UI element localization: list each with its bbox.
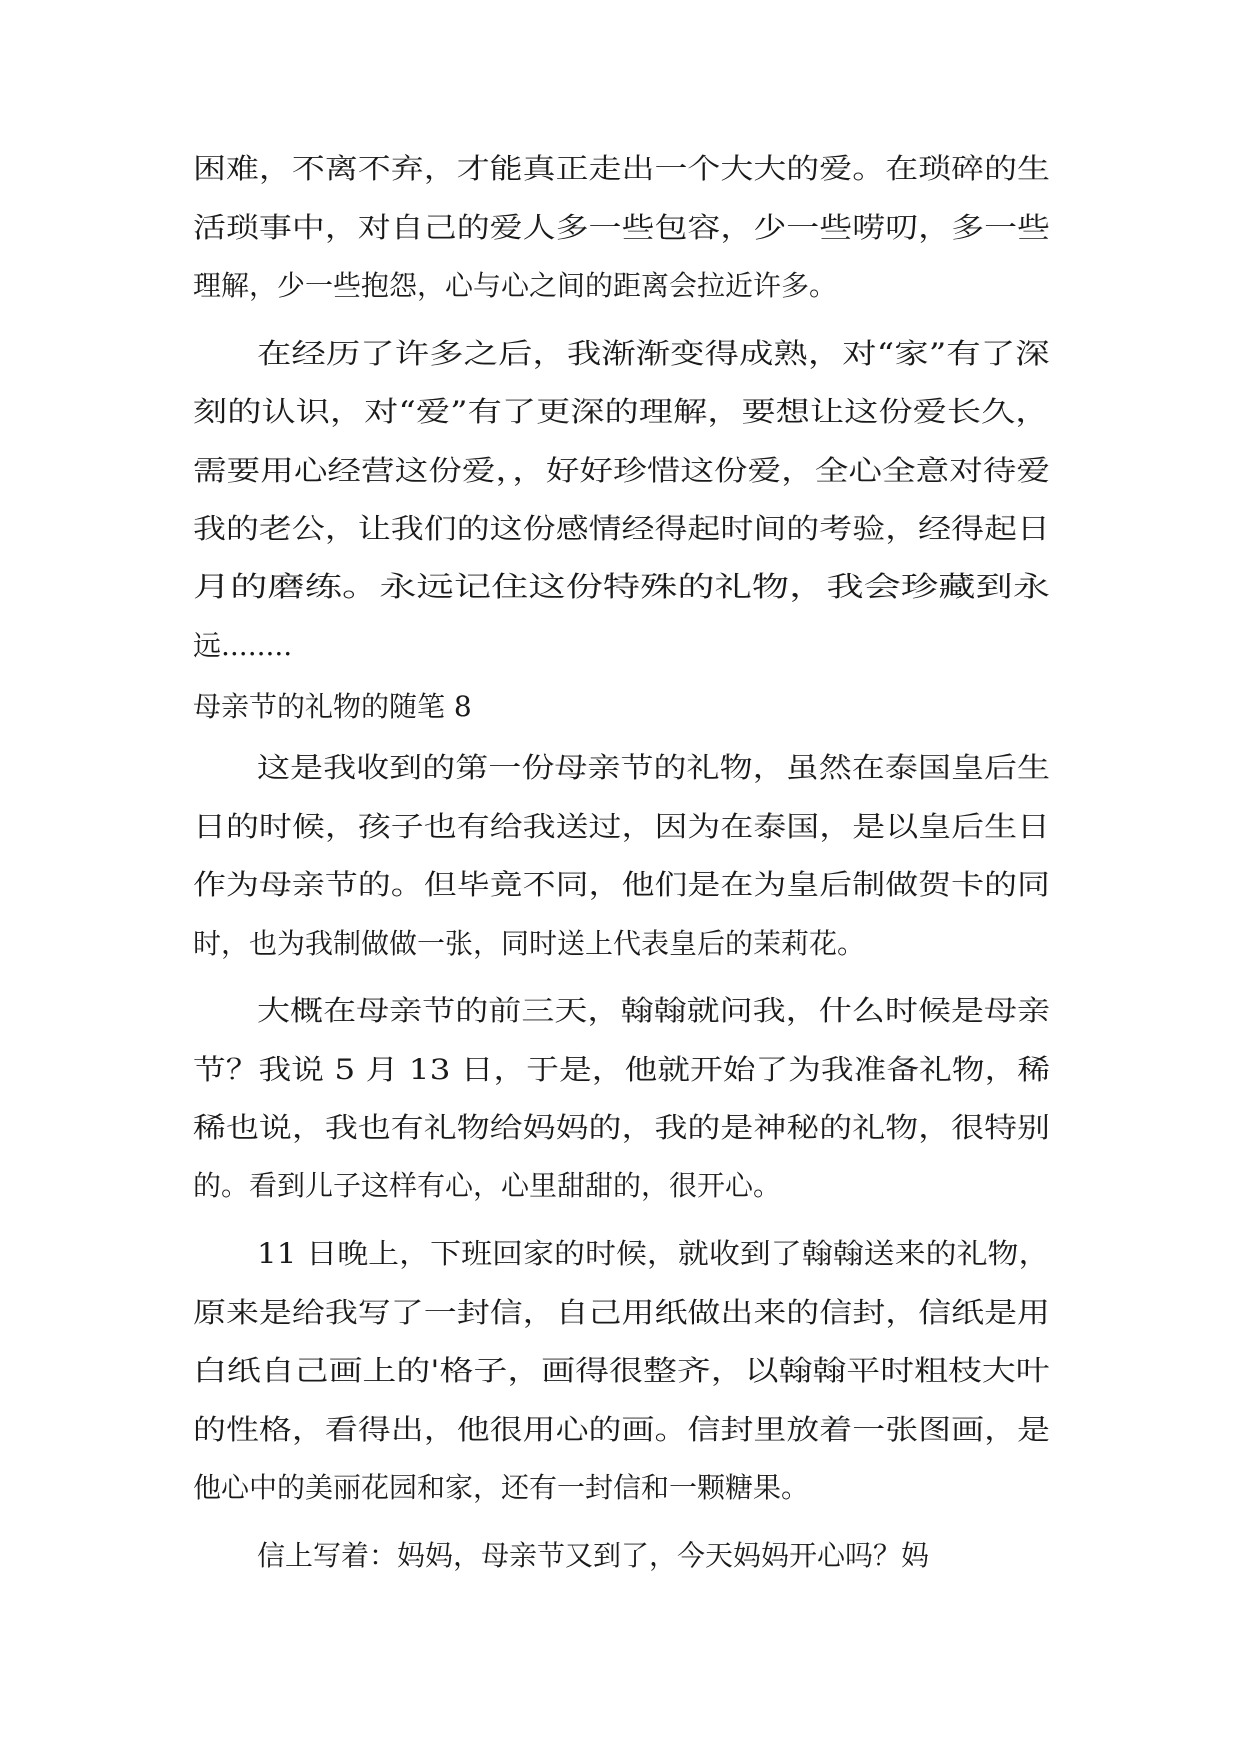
text-line: 我的老公，让我们的这份感情经得起时间的考验，经得起日 bbox=[193, 512, 1051, 545]
text-line: 需要用心经营这份爱，，好好珍惜这份爱，全心全意对待爱 bbox=[193, 454, 1051, 487]
text-line: 远........ bbox=[193, 629, 293, 662]
text-line: 原来是给我写了一封信，自己用纸做出来的信封，信纸是用 bbox=[193, 1296, 1051, 1329]
text-line: 他心中的美丽花园和家，还有一封信和一颗糖果。 bbox=[193, 1471, 810, 1504]
text-line: 这是我收到的第一份母亲节的礼物，虽然在泰国皇后生 bbox=[257, 751, 1051, 784]
text-line: 11 日晚上，下班回家的时候，就收到了翰翰送来的礼物， bbox=[257, 1237, 1050, 1270]
text-line: 白纸自己画上的'格子，画得很整齐，以翰翰平时粗枝大叶 bbox=[193, 1354, 1050, 1387]
text-line: 的。看到儿子这样有心，心里甜甜的，很开心。 bbox=[193, 1169, 782, 1202]
text-line: 节？我说 5 月 13 日，于是，他就开始了为我准备礼物，稀 bbox=[193, 1053, 1051, 1086]
text-line: 活琐事中，对自己的爱人多一些包容，少一些唠叨，多一些 bbox=[193, 211, 1051, 244]
text-line: 时，也为我制做做一张，同时送上代表皇后的茉莉花。 bbox=[193, 927, 866, 960]
text-line: 月的磨练。永远记住这份特殊的礼物，我会珍藏到永 bbox=[193, 570, 1050, 603]
text-line: 大概在母亲节的前三天，翰翰就问我，什么时候是母亲 bbox=[257, 994, 1051, 1027]
text-line: 困难，不离不弃，才能真正走出一个大大的爱。在琐碎的生 bbox=[193, 152, 1051, 185]
text-line: 日的时候，孩子也有给我送过，因为在泰国，是以皇后生日 bbox=[193, 810, 1051, 843]
text-line: 刻的认识，对“爱”有了更深的理解，要想让这份爱长久， bbox=[193, 395, 1050, 428]
text-line: 在经历了许多之后，我渐渐变得成熟，对“家”有了深 bbox=[257, 337, 1050, 370]
text-line: 作为母亲节的。但毕竟不同，他们是在为皇后制做贺卡的同 bbox=[193, 868, 1051, 901]
heading-text: 母亲节的礼物的随笔 8 bbox=[193, 690, 472, 723]
text-line: 信上写着：妈妈，母亲节又到了，今天妈妈开心吗？妈 bbox=[257, 1539, 930, 1572]
text-line: 理解，少一些抱怨，心与心之间的距离会拉近许多。 bbox=[193, 269, 838, 302]
text-line: 稀也说，我也有礼物给妈妈的，我的是神秘的礼物，很特别 bbox=[193, 1111, 1051, 1144]
text-line: 的性格，看得出，他很用心的画。信封里放着一张图画，是 bbox=[193, 1413, 1051, 1446]
